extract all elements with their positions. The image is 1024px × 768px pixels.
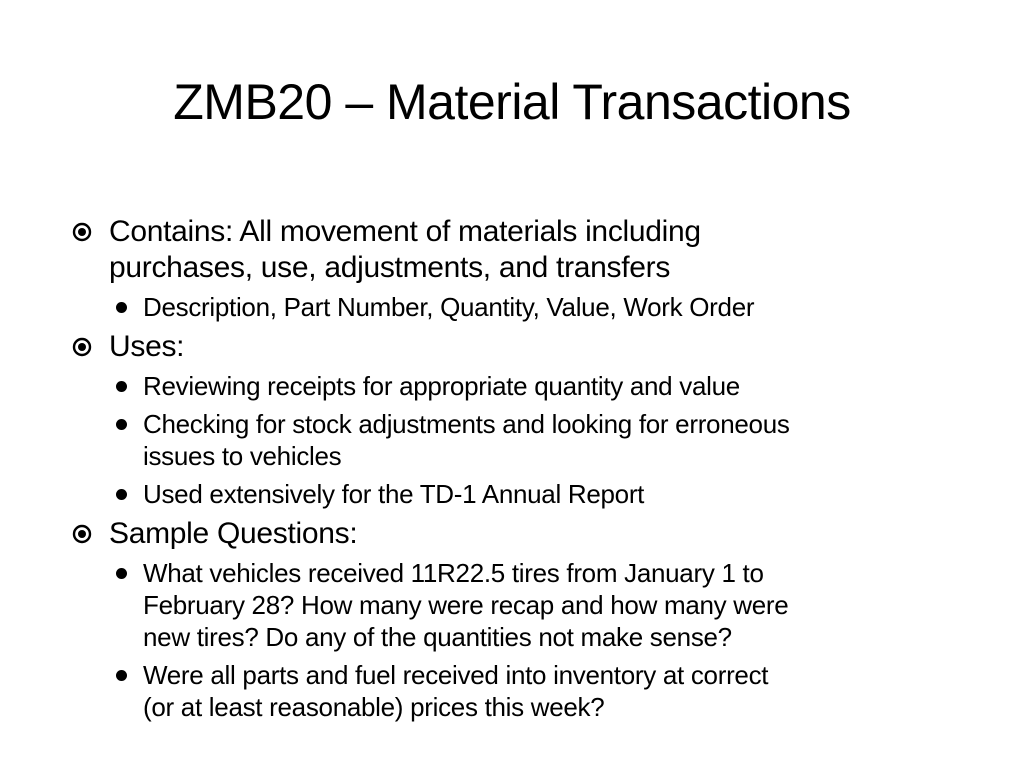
- bullet-list: [72, 214, 972, 729]
- sub-bullet-prices-question: [72, 659, 972, 723]
- dot-bullet-icon: [116, 568, 127, 579]
- dot-bullet-icon: [116, 302, 127, 313]
- sub-bullet-tires-line-1: What vehicles received 11R22.5 tires from January 1 to: [143, 558, 764, 588]
- sub-bullet-checking-line-2: issues to vehicles: [143, 441, 342, 471]
- dot-bullet-icon: [116, 419, 127, 430]
- sub-bullet-td1-text: Used extensively for the TD-1 Annual Report: [143, 479, 645, 509]
- sub-bullet-td1: [72, 478, 972, 510]
- dot-bullet-icon: [116, 381, 127, 392]
- sub-bullet-fields-text: Description, Part Number, Quantity, Value, Work Order: [143, 292, 755, 322]
- dot-bullet-icon: [116, 670, 127, 681]
- slide-title: ZMB20 – Material Transactions: [173, 74, 851, 130]
- bullet-contains-line-1: Contains: All movement of materials including: [109, 215, 701, 248]
- sub-bullet-checking: [72, 408, 972, 472]
- sub-bullet-tires-question: [72, 557, 972, 653]
- bullet-uses-text: Uses:: [109, 330, 185, 363]
- sub-bullet-tires-line-3: new tires? Do any of the quantities not make sense?: [143, 622, 732, 652]
- sub-bullet-fields: [72, 291, 972, 323]
- sub-bullet-checking-line-1: Checking for stock adjustments and looking for erroneous: [143, 409, 790, 439]
- bullet-contains-line-2: purchases, use, adjustments, and transfers: [109, 251, 671, 284]
- bullet-sample-questions: [72, 516, 972, 552]
- bullet-sample-questions-text: Sample Questions:: [109, 517, 358, 550]
- sub-bullet-prices-line-2: (or at least reasonable) prices this week?: [143, 692, 605, 722]
- sub-bullet-reviewing: [72, 370, 972, 402]
- circled-dot-bullet-icon: [72, 222, 92, 242]
- sub-bullet-reviewing-text: Reviewing receipts for appropriate quantity and value: [143, 371, 740, 401]
- dot-bullet-icon: [116, 489, 127, 500]
- sub-bullet-prices-line-1: Were all parts and fuel received into inventory at correct: [143, 660, 769, 690]
- bullet-contains: [72, 214, 972, 286]
- circled-dot-bullet-icon: [72, 337, 92, 357]
- bullet-uses: [72, 329, 972, 365]
- sub-bullet-tires-line-2: February 28? How many were recap and how many were: [143, 590, 789, 620]
- circled-dot-bullet-icon: [72, 524, 92, 544]
